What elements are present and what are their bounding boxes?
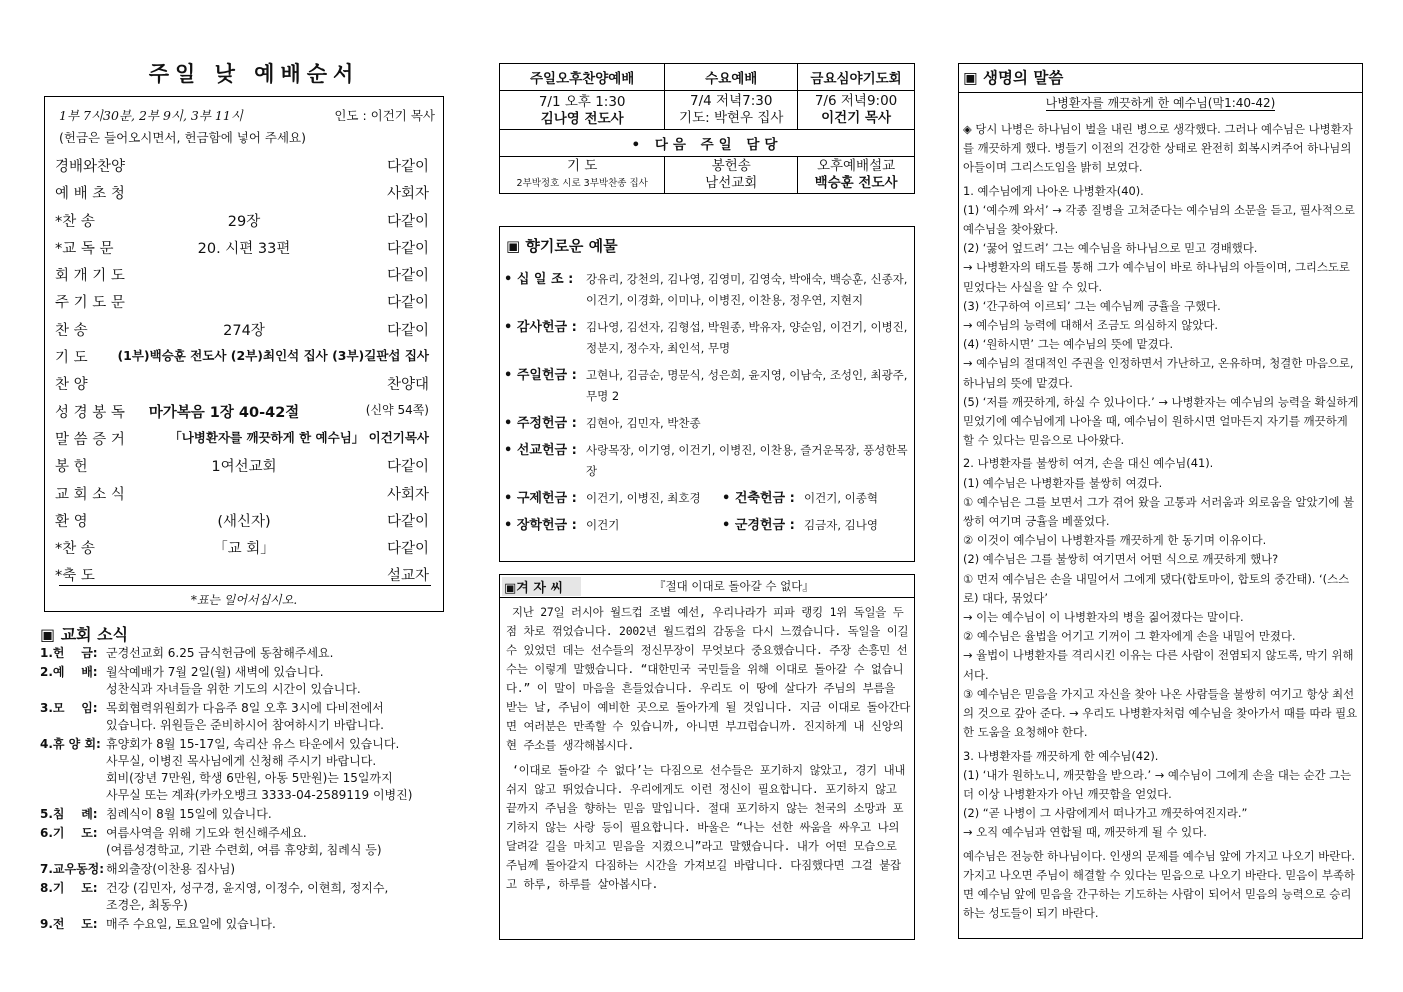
offering-label: • 구제헌금 : xyxy=(504,491,577,506)
order-item: *찬 송 xyxy=(55,541,95,558)
news-text: 군경선교회 6.25 금식헌금에 동참해주세요. xyxy=(106,646,334,660)
offering-names: 김나영, 김선자, 김형섭, 박원종, 박유자, 양순임, 이건기, 이병진, 정분지, 정수자, 최인석, 무명 xyxy=(586,320,908,355)
order-row xyxy=(45,369,443,396)
news-item xyxy=(40,861,460,878)
news-text: 침례식이 8월 15일에 있습니다. xyxy=(106,807,272,821)
news-label: 5.침 례: xyxy=(40,807,98,821)
sermon-line: (1) ‘내가 원하노니, 깨끗함을 받으라.’ → 예수님이 그에게 손을 대는 순간 그는 더 이상 나병환자가 아닌 깨끗함을 얻었다. xyxy=(963,767,1352,801)
order-row xyxy=(45,206,443,233)
sermon-line: 1. 예수님에게 나아온 나병환자(40). xyxy=(963,183,1144,198)
next-value: 2부박정호 시로 3부박찬종 집사 xyxy=(516,178,648,189)
news-text: 휴양회가 8월 15-17일, 속리산 유스 타운에서 있습니다. 사무실, 이병진 목사님에게 신청해 주시기 바랍니다. 회비(장년 7만원, 학생 6만원, 아동 5만원)는 15일까지 사무실 또는 계좌(카카오뱅크 3333-04-2589119 이병진) xyxy=(106,737,413,802)
order-item: 경배와찬양 xyxy=(55,159,126,175)
next-cell xyxy=(798,157,915,194)
news-text: 매주 수요일, 토요일에 있습니다. xyxy=(106,917,276,931)
offering-pair xyxy=(504,488,908,509)
order-item: 말 씀 증 거 xyxy=(55,431,125,448)
order-item: 회 개 기 도 xyxy=(55,268,125,285)
order-box xyxy=(44,96,444,612)
order-row xyxy=(45,260,443,287)
order-item: 기 도 xyxy=(55,350,88,367)
sermon-line: ③ 예수님은 믿음을 가지고 자신을 찾아 나온 사람들을 불쌍히 여기고 항상 최선의 것으로 갚아 준다. → 우리도 나병환자처럼 예수님을 찾아가서 때를 따라 필요한 도움을 요청해야 한다. xyxy=(963,686,1358,740)
offering-label: • 십 일 조 : xyxy=(504,272,574,287)
offering-names: 사랑목장, 이기영, 이건기, 이병진, 이찬용, 즐거운목장, 풍성한목장 xyxy=(586,443,908,478)
order-divider xyxy=(59,585,431,586)
sermon-line: 3. 나병환자를 깨끗하게 한 예수님(42). xyxy=(963,748,1159,763)
offering-list xyxy=(504,269,908,542)
order-footnote: *표는 일어서십시오. xyxy=(190,593,298,607)
news-item xyxy=(40,700,460,734)
order-performer: 다같이 xyxy=(386,268,429,285)
next-value: 백승훈 전도사 xyxy=(814,175,898,191)
order-performer: 다같이 xyxy=(386,541,429,558)
order-row xyxy=(45,151,443,178)
offering-label: • 건축헌금 : xyxy=(722,491,795,506)
order-row xyxy=(45,533,443,560)
order-detail: 1여선교회 xyxy=(211,459,277,476)
sermon-line: (2) ‘꿇어 엎드려’ 그는 예수님을 하나님으로 믿고 경배했다. xyxy=(963,241,1258,256)
order-header xyxy=(59,105,435,149)
schedule-header: 주일오후찬양예배 xyxy=(500,64,665,91)
paragraph: 지난 27일 러시아 월드컵 조별 예선, 우리나라가 피파 랭킹 1위 독일을 두 점 차로 꺾었습니다. 2002년 월드컵의 감동을 다시 느꼈습니다. 독일을 이길 수 있었던 데는 선수들의 정신무장이 무엇보다 중요했습니다. 주장 손흥민 선수는 이렇게 말했습니다. “대한민국 국민들을 위해 이대로 돌아갈 수 없습니다.” 이 말이 마음을 흔들었습니다. 우리도 이 땅에 살다가 주님의 부름을 받는 날, 주님이 예비한 곳으로 돌아가게 될 것입니다. 지금 이대로 돌아간다면 여러분은 만족할 수 있습니까, 아니면 부끄럽습니까. 진지하게 내 신앙의 현 주소를 생각해봅시다. xyxy=(506,605,910,752)
sermon-line: (1) ‘예수께 와서’ → 각종 질병을 고쳐준다는 예수님의 소문을 듣고, 필사적으로 예수님을 찾아왔다. xyxy=(963,202,1355,237)
order-row xyxy=(45,315,443,342)
next-header: 기 도 xyxy=(566,158,598,174)
schedule-time: 7/4 저녁7:30 xyxy=(690,93,773,109)
offering-names: 이건기, 이종혁 xyxy=(804,491,878,505)
service-leader: 인도 : 이건기 목사 xyxy=(334,108,435,123)
offering-box xyxy=(499,226,915,562)
news-text: 목회협력위원회가 다음주 8일 오후 3시에 다비전에서 있습니다. 위원들은 준비하시어 참여하시기 바랍니다. xyxy=(106,701,384,732)
offering-item xyxy=(504,413,908,434)
order-row xyxy=(45,560,443,587)
sermon-line: ② 이것이 예수님이 나병환자를 깨끗하게 한 동기며 이유이다. xyxy=(963,533,1267,548)
order-item: *교 독 문 xyxy=(55,240,114,257)
sermon-line: (4) ‘원하시면’ 그는 예수님의 뜻에 맡겼다. xyxy=(963,337,1174,352)
order-detail: (새신자) xyxy=(217,513,271,530)
next-header: 오후예배설교 xyxy=(816,158,896,174)
offering-names: 강유리, 강천의, 김나영, 김영미, 김영숙, 박애숙, 백승훈, 신종자, 이건기, 이경화, 이미나, 이병진, 이찬용, 정우연, 지현지 xyxy=(586,272,908,307)
news-list xyxy=(40,645,460,935)
sermon-line: 2. 나병환자를 불쌍히 여겨, 손을 대신 예수님(41). xyxy=(963,456,1214,471)
news-item xyxy=(40,645,460,662)
order-item: 봉 헌 xyxy=(55,459,88,476)
sermon-subtitle-text: 나병환자를 깨끗하게 한 예수님(막1:40-42) xyxy=(1045,96,1276,110)
sermon-line: ◈ 당시 나병은 하나님이 벌을 내린 병으로 생각했다. 그러나 예수님은 나병환자를 깨끗하게 했다. 병들기 이전의 건강한 상태로 완전히 회복시켜주어 하나님의 아들이며 그리스도임을 밝히 보였다. xyxy=(963,122,1353,175)
offering-label: • 주일헌금 : xyxy=(504,368,577,383)
offering-label: • 군경헌금 : xyxy=(722,518,795,533)
news-item xyxy=(40,736,460,804)
order-performer: (1부)백승훈 전도사 (2부)최인석 집사 (3부)길판섭 집사 xyxy=(117,348,429,364)
sermon-line: → 이는 예수님이 이 나병환자의 병을 짊어졌다는 말이다. xyxy=(963,610,1244,625)
order-row xyxy=(45,397,443,424)
order-row xyxy=(45,178,443,205)
offering-label: • 감사헌금 : xyxy=(504,320,577,335)
mustard-seed-header xyxy=(500,575,914,598)
order-performer: 다같이 xyxy=(386,513,429,530)
schedule-leader: 기도: 박현우 집사 xyxy=(679,110,784,126)
order-item: 찬 양 xyxy=(55,377,88,394)
schedule-cell xyxy=(798,91,915,130)
mustard-seed-quote: 『절대 이대로 돌아갈 수 없다』 xyxy=(654,579,814,593)
schedule-cell xyxy=(500,91,665,130)
offering-names: 이건기 xyxy=(586,518,620,532)
schedule-leader: 김나영 전도사 xyxy=(540,111,624,127)
order-detail: 「교 회」 xyxy=(213,541,275,558)
offering-names: 김금자, 김나영 xyxy=(804,518,878,532)
news-title: ▣ 교회 소식 xyxy=(40,625,129,644)
order-item: 환 영 xyxy=(55,513,88,530)
sermon-line: → 율법이 나병환자를 격리시킨 이유는 다른 사람이 전염되지 않도록, 막기 위해서다. xyxy=(963,648,1354,682)
offering-item xyxy=(504,317,908,359)
news-text: 해외출장(이찬용 집사님) xyxy=(106,862,236,876)
schedule-time: 7/1 오후 1:30 xyxy=(538,94,626,110)
order-rows xyxy=(45,151,443,588)
order-performer: 다같이 xyxy=(386,240,429,257)
schedule-header: 수요예배 xyxy=(665,64,798,91)
news-item xyxy=(40,825,460,859)
schedule-time: 7/6 저녁9:00 xyxy=(814,93,898,109)
order-performer: 「나병환자를 깨끗하게 한 예수님」 이건기목사 xyxy=(169,429,429,445)
order-performer: 다같이 xyxy=(386,459,429,476)
sermon-line: (1) 예수님은 나병환자를 불쌍히 여겼다. xyxy=(963,475,1163,490)
schedule-header: 금요심야기도회 xyxy=(798,64,915,91)
order-item: 예 배 초 청 xyxy=(55,186,125,203)
order-row xyxy=(45,451,443,478)
sermon-subtitle xyxy=(959,94,1362,111)
order-item: 찬 송 xyxy=(55,322,88,339)
order-detail: 마가복음 1장 40-42절 xyxy=(148,404,300,421)
order-row xyxy=(45,424,443,451)
sermon-line: (2) “곧 나병이 그 사람에게서 떠나가고 깨끗하여진지라.” xyxy=(963,806,1248,821)
mustard-seed-body xyxy=(506,603,910,900)
order-performer: 사회자 xyxy=(386,486,429,503)
sermon-line: ① 먼저 예수님은 손을 내밀어서 그에게 댔다(합토마이, 합토의 중간태). ‘(스스로) 대다, 묶었다’ xyxy=(963,571,1350,605)
sermon-line: (5) ‘저를 깨끗하게, 하실 수 있나이다.’ → 나병환자는 예수님의 능력을 확실하게 믿었기에 예수님에게 나아올 때, 예수님이 원하시면 얼마든지 자기를 깨끗하게 할 수 있다는 믿음으로 나아왔다. xyxy=(963,394,1359,448)
schedule-table xyxy=(499,63,915,194)
sermon-line: → 오직 예수님과 연합될 때, 깨끗하게 될 수 있다. xyxy=(963,825,1207,840)
news-label: 8.기 도: xyxy=(40,881,98,895)
order-item: 주 기 도 문 xyxy=(55,295,125,312)
sermon-line: ① 예수님은 그를 보면서 그가 겪어 왔을 고통과 서러움과 외로움을 알았기에 불쌍히 여기며 긍휼을 베풀었다. xyxy=(963,494,1355,529)
order-item: *축 도 xyxy=(55,568,95,585)
news-text: 여름사역을 위해 기도와 헌신해주세요. (여름성경학교, 기관 수련회, 여름 휴양회, 침례식 등) xyxy=(106,826,382,857)
news-label: 4.휴 양 회: xyxy=(40,737,101,751)
next-cell xyxy=(665,157,798,194)
news-label: 2.예 배: xyxy=(40,665,98,679)
order-item: *찬 송 xyxy=(55,213,95,230)
sermon-line: → 나병환자의 태도를 통해 그가 예수님이 바로 하나님의 아들이며, 그리스도로 믿었다는 사실을 알 수 있다. xyxy=(963,260,1350,294)
order-row xyxy=(45,342,443,369)
mustard-seed-label: ▣겨 자 씨 xyxy=(502,577,581,596)
news-text: 월삭예배가 7월 2일(월) 새벽에 있습니다. 성찬식과 자녀들을 위한 기도의 시간이 있습니다. xyxy=(106,665,361,696)
offering-title: ▣ 향기로운 예물 xyxy=(506,237,618,255)
offering-pair xyxy=(504,515,908,536)
order-item: 성 경 봉 독 xyxy=(55,404,125,421)
next-header: 봉헌송 xyxy=(711,158,751,174)
sermon-line: (2) 예수님은 그를 불쌍히 여기면서 어떤 식으로 깨끗하게 했나? xyxy=(963,552,1279,567)
offering-names: 이건기, 이병진, 최호경 xyxy=(586,491,701,505)
offering-item xyxy=(504,440,908,482)
schedule-cell xyxy=(665,91,798,130)
offering-names: 고현나, 김금순, 명문식, 성은희, 윤지영, 이남숙, 조성인, 최광주, 무명 2 xyxy=(586,368,908,403)
offering-note: (헌금은 들어오시면서, 헌금함에 넣어 주세요) xyxy=(59,130,306,145)
order-detail: 274장 xyxy=(223,322,265,339)
order-performer: 다같이 xyxy=(386,322,429,339)
order-row xyxy=(45,233,443,260)
sermon-line: ② 예수님은 율법을 어기고 기꺼이 그 환자에게 손을 내밀어 만졌다. xyxy=(963,629,1296,644)
order-row xyxy=(45,506,443,533)
order-title: 주일 낮 예배순서 xyxy=(148,62,360,86)
order-detail: 20. 시편 33편 xyxy=(197,240,291,257)
order-performer: 설교자 xyxy=(386,568,429,585)
sermon-line: (3) ‘간구하여 이르되’ 그는 예수님께 긍휼을 구했다. xyxy=(963,298,1221,313)
word-of-life-box xyxy=(958,63,1363,939)
news-label: 1.헌 금: xyxy=(40,646,98,660)
order-performer: 다같이 xyxy=(386,159,429,175)
service-times: 1부 7시30분, 2부 9시, 3부 11시 xyxy=(59,108,243,123)
schedule-leader: 이건기 목사 xyxy=(821,110,892,126)
word-of-life-title: ▣ 생명의 말씀 xyxy=(959,64,1362,93)
offering-label: • 주정헌금 : xyxy=(504,416,577,431)
offering-label: • 장학헌금 : xyxy=(504,518,577,533)
next-cell xyxy=(500,157,665,194)
news-label: 6.기 도: xyxy=(40,826,98,840)
order-performer: 다같이 xyxy=(386,213,429,230)
offering-item xyxy=(504,365,908,407)
sermon-line: 예수님은 전능한 하나님이다. 인생의 문제를 예수님 앞에 가지고 나오기 바란다. 가지고 나오면 주님이 해결할 수 있다는 믿음으로 나오기 바란다. 믿음이 부족하면 예수님 앞에 믿음을 간구하는 기도하는 사람이 되어서 믿음의 능력으로 승리하는 성도들이 되기 바란다. xyxy=(963,848,1355,921)
order-performer: 찬양대 xyxy=(386,377,429,394)
news-item xyxy=(40,806,460,823)
news-label: 7.교우동정: xyxy=(40,862,105,876)
order-performer: (신약 54쪽) xyxy=(365,402,429,417)
news-item xyxy=(40,664,460,698)
order-detail: 29장 xyxy=(227,213,261,230)
news-item xyxy=(40,880,460,914)
order-row xyxy=(45,287,443,314)
order-performer: 사회자 xyxy=(386,186,429,203)
offering-names: 김현아, 김민자, 박찬종 xyxy=(586,416,701,430)
sermon-line: → 예수님의 능력에 대해서 조금도 의심하지 않았다. xyxy=(963,318,1218,333)
order-performer: 다같이 xyxy=(386,295,429,312)
sermon-body xyxy=(963,120,1359,923)
paragraph: ‘이대로 돌아갈 수 없다’는 다짐으로 선수들은 포기하지 않았고, 경기 내내 쉬지 않고 뛰었습니다. 우리에게도 이런 정신이 필요합니다. 포기하지 않고 끝까지 주님을 향하는 믿음 말입니다. 절대 포기하지 않는 천국의 소망과 포기하지 않는 사랑 등이 필요합니다. 바울은 “나는 선한 싸움을 싸우고 나의 달려갈 길을 마치고 믿음을 지켰으니”라고 말했습니다. 내가 어떤 모습으로 주님께 돌아갈지 다짐하는 시간을 가져보길 바랍니다. 다짐했다면 그걸 붙잡고 하루, 하루를 살아봅시다. xyxy=(506,763,906,891)
order-row xyxy=(45,479,443,506)
next-value: 남선교회 xyxy=(705,175,758,191)
news-label: 3.모 임: xyxy=(40,701,98,715)
sermon-line: → 예수님의 절대적인 주권을 인정하면서 가난하고, 온유하며, 청결한 마음으로, 하나님의 뜻에 맡겼다. xyxy=(963,356,1354,390)
news-label: 9.전 도: xyxy=(40,917,98,931)
offering-item xyxy=(504,269,908,311)
next-sunday-title: • 다음 주일 담당 xyxy=(500,130,915,157)
offering-label: • 선교헌금 : xyxy=(504,443,577,458)
news-text: 건강 (김민자, 성구경, 윤지영, 이정수, 이현희, 정지수, 조경은, 최동우) xyxy=(106,881,389,912)
mustard-seed-box xyxy=(499,574,915,940)
order-item: 교 회 소 식 xyxy=(55,486,125,503)
news-item xyxy=(40,916,460,933)
